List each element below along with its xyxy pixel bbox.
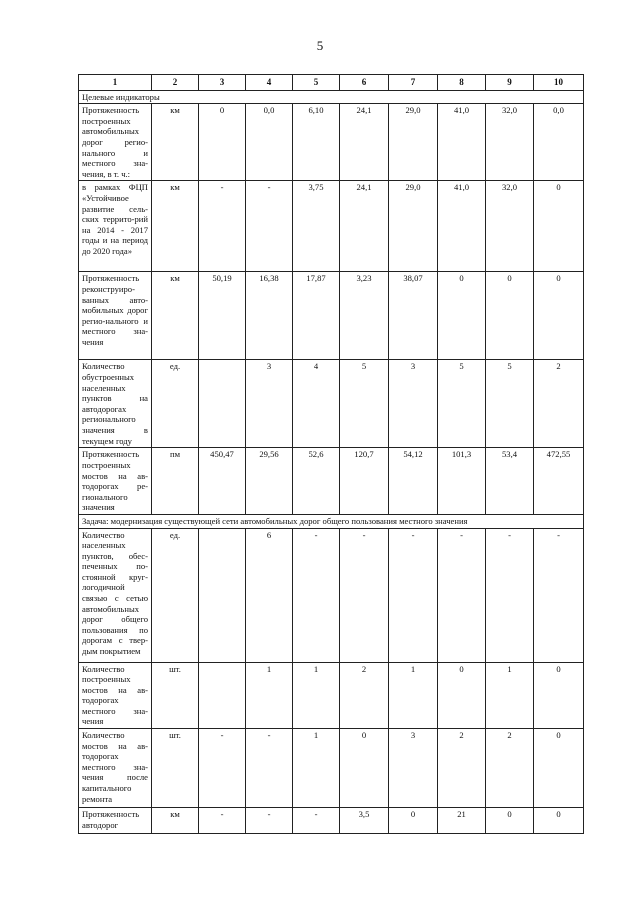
unit-cell: ед. <box>152 360 199 448</box>
unit-cell: км <box>152 181 199 272</box>
value-cell: 0,0 <box>534 104 584 181</box>
indicator-name-cell: Протяженность автодорог <box>79 808 152 834</box>
value-cell: - <box>534 528 584 662</box>
value-cell: - <box>293 528 340 662</box>
header-cell: 7 <box>389 75 438 91</box>
table-row <box>79 808 584 834</box>
value-cell: - <box>293 808 340 834</box>
value-cell: 1 <box>246 662 293 729</box>
value-cell: - <box>486 528 534 662</box>
table-row <box>79 360 584 448</box>
header-cell: 5 <box>293 75 340 91</box>
table-row <box>79 104 584 181</box>
value-cell: - <box>199 808 246 834</box>
value-cell: 0 <box>486 808 534 834</box>
indicator-name-cell: Количество мостов на ав-тодорогах местного зна-чения после капитального ремонта <box>79 729 152 808</box>
value-cell: 3 <box>389 729 438 808</box>
value-cell: 52,6 <box>293 448 340 515</box>
value-cell: 0 <box>438 272 486 360</box>
header-cell: 3 <box>199 75 246 91</box>
value-cell: 1 <box>389 662 438 729</box>
section-row <box>79 514 584 528</box>
table-row <box>79 662 584 729</box>
header-row <box>79 75 584 91</box>
value-cell: 0 <box>534 808 584 834</box>
value-cell: 0 <box>534 272 584 360</box>
value-cell: 29,56 <box>246 448 293 515</box>
header-cell: 4 <box>246 75 293 91</box>
value-cell: 29,0 <box>389 104 438 181</box>
unit-cell: км <box>152 272 199 360</box>
value-cell: 17,87 <box>293 272 340 360</box>
value-cell: 2 <box>340 662 389 729</box>
value-cell: 450,47 <box>199 448 246 515</box>
section-row <box>79 90 584 104</box>
value-cell: 3 <box>389 360 438 448</box>
value-cell: 2 <box>534 360 584 448</box>
value-cell: 16,38 <box>246 272 293 360</box>
value-cell: - <box>438 528 486 662</box>
value-cell: 5 <box>438 360 486 448</box>
value-cell: 3,23 <box>340 272 389 360</box>
indicator-name-cell: Количество построенных мостов на ав-тодорогах местного зна-чения <box>79 662 152 729</box>
value-cell: 101,3 <box>438 448 486 515</box>
value-cell: 24,1 <box>340 181 389 272</box>
value-cell: 38,07 <box>389 272 438 360</box>
indicator-name-cell: Количество обустроенных населенных пунктов на автодорогах регионального значения в текущем году <box>79 360 152 448</box>
value-cell: 0 <box>389 808 438 834</box>
value-cell: - <box>246 729 293 808</box>
value-cell: - <box>340 528 389 662</box>
table-row <box>79 272 584 360</box>
value-cell: 6,10 <box>293 104 340 181</box>
value-cell: 0 <box>199 104 246 181</box>
indicator-name-cell: Протяженность построенных мостов на ав-тодорогах ре-гионального значения <box>79 448 152 515</box>
value-cell <box>199 662 246 729</box>
header-cell: 6 <box>340 75 389 91</box>
value-cell: 1 <box>486 662 534 729</box>
value-cell: 4 <box>293 360 340 448</box>
unit-cell: пм <box>152 448 199 515</box>
unit-cell: шт. <box>152 729 199 808</box>
table-row <box>79 181 584 272</box>
table-row <box>79 528 584 662</box>
indicator-name-cell: в рамках ФЦП «Устойчивое развитие сель-ских террито-рий на 2014 - 2017 годы и на период до 2020 года» <box>79 181 152 272</box>
value-cell: 1 <box>293 662 340 729</box>
section-title: Целевые индикаторы <box>79 90 584 104</box>
value-cell: - <box>199 729 246 808</box>
value-cell: 0 <box>534 729 584 808</box>
indicator-name-cell: Количество населенных пунктов, обес-печенных по-стоянной круг-логодичной связью с сетью автомобильных дорог общего пользования по дорогам с твер-дым покрытием <box>79 528 152 662</box>
unit-cell: км <box>152 808 199 834</box>
value-cell: 32,0 <box>486 104 534 181</box>
value-cell: 1 <box>293 729 340 808</box>
indicator-name-cell: Протяженность построенных автомобильных дорог регио-нального и местного зна-чения, в т. ч.: <box>79 104 152 181</box>
value-cell: 41,0 <box>438 181 486 272</box>
value-cell: 5 <box>340 360 389 448</box>
value-cell: 29,0 <box>389 181 438 272</box>
value-cell: 0 <box>340 729 389 808</box>
unit-cell: шт. <box>152 662 199 729</box>
value-cell: 50,19 <box>199 272 246 360</box>
section-title: Задача: модернизация существующей сети автомобильных дорог общего пользования местного значения <box>79 514 584 528</box>
indicator-name-cell: Протяженность реконструиро-ванных авто-мобильных дорог регио-нального и местного зна-чения <box>79 272 152 360</box>
value-cell <box>199 528 246 662</box>
table-row <box>79 448 584 515</box>
value-cell: 0 <box>438 662 486 729</box>
indicators-table <box>78 74 584 834</box>
value-cell: - <box>389 528 438 662</box>
header-cell: 10 <box>534 75 584 91</box>
value-cell: 0 <box>534 181 584 272</box>
unit-cell: ед. <box>152 528 199 662</box>
value-cell: 21 <box>438 808 486 834</box>
value-cell: 2 <box>486 729 534 808</box>
value-cell: 3,5 <box>340 808 389 834</box>
header-cell: 2 <box>152 75 199 91</box>
value-cell: 2 <box>438 729 486 808</box>
value-cell: 472,55 <box>534 448 584 515</box>
value-cell: - <box>246 181 293 272</box>
value-cell: - <box>246 808 293 834</box>
value-cell: 0,0 <box>246 104 293 181</box>
page-number: 5 <box>316 38 324 53</box>
value-cell: - <box>199 181 246 272</box>
header-cell: 1 <box>79 75 152 91</box>
value-cell: 41,0 <box>438 104 486 181</box>
unit-cell: км <box>152 104 199 181</box>
value-cell: 0 <box>534 662 584 729</box>
table-row <box>79 729 584 808</box>
value-cell: 54,12 <box>389 448 438 515</box>
value-cell: 5 <box>486 360 534 448</box>
header-cell: 9 <box>486 75 534 91</box>
value-cell <box>199 360 246 448</box>
value-cell: 120,7 <box>340 448 389 515</box>
header-cell: 8 <box>438 75 486 91</box>
value-cell: 3 <box>246 360 293 448</box>
value-cell: 0 <box>486 272 534 360</box>
value-cell: 53,4 <box>486 448 534 515</box>
value-cell: 32,0 <box>486 181 534 272</box>
value-cell: 6 <box>246 528 293 662</box>
value-cell: 24,1 <box>340 104 389 181</box>
value-cell: 3,75 <box>293 181 340 272</box>
